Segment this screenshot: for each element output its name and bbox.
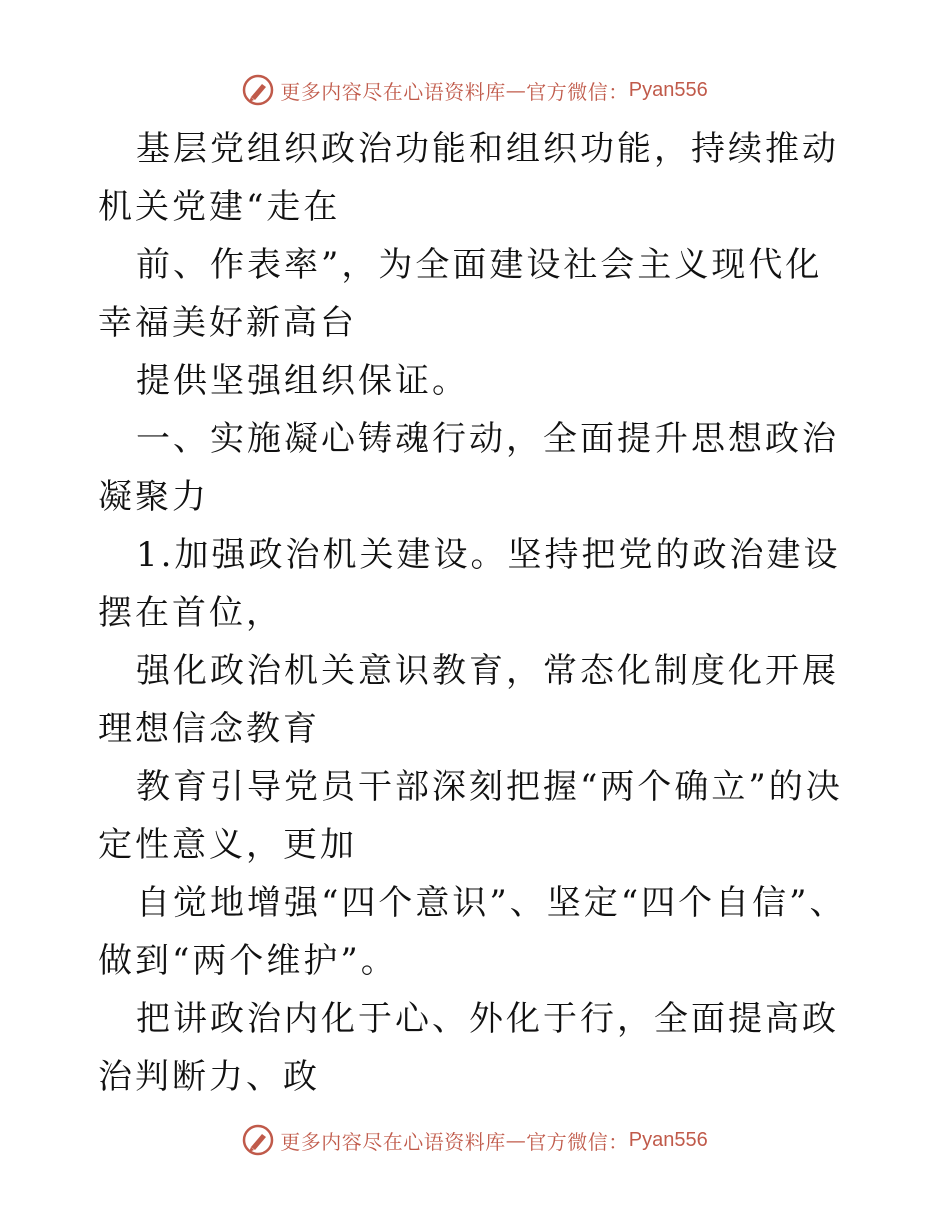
watermark-contact-id: Pyan556: [628, 78, 708, 101]
paragraph-6-line-2: 信念教育: [172, 709, 320, 749]
paragraph-4: [98, 410, 858, 526]
document-body: [98, 120, 858, 1106]
paragraph-4-line-2: 力: [172, 477, 209, 517]
paragraph-4-line-1: 一、实施凝心铸魂行动，全面提升思想政治凝聚: [98, 419, 839, 517]
paragraph-9-line-1: 把讲政治内化于心、外化于行，全面提高政治判: [98, 999, 839, 1097]
paragraph-9: [98, 990, 858, 1106]
watermark-banner-top: [0, 70, 950, 110]
watermark-contact-label: 官方微信：: [526, 1129, 629, 1154]
paragraph-1: [98, 120, 858, 236]
paragraph-6: [98, 642, 858, 758]
paragraph-5: [98, 526, 858, 642]
watermark-text: 更多内容尽在心语资料库: [280, 79, 506, 104]
paragraph-1-line-2: 党建“走在: [172, 187, 341, 227]
paragraph-7-line-2: 性意义，更加: [135, 825, 357, 865]
watermark-contact-id: Pyan556: [628, 1128, 708, 1151]
paragraph-2: [98, 236, 858, 352]
paragraph-9-line-2: 断力、政: [172, 1057, 320, 1097]
watermark-dash: —: [505, 78, 527, 102]
paragraph-8-line-1: 自觉地增强“四个意识”、坚定“四个自信”、: [136, 883, 847, 923]
paragraph-8: [98, 874, 858, 990]
paragraph-1-line-1: 基层党组织政治功能和组织功能，持续推动机关: [98, 129, 839, 227]
paragraph-5-line-1: 1.加强政治机关建设。坚持把党的政治建设摆在: [98, 535, 841, 633]
watermark-banner-bottom: [0, 1120, 950, 1160]
paragraph-7-line-1: 教育引导党员干部深刻把握“两个确立”的决定: [98, 767, 843, 865]
watermark-contact-label: 官方微信：: [526, 79, 629, 104]
paragraph-3: [98, 352, 858, 410]
paragraph-6-line-1: 强化政治机关意识教育，常态化制度化开展理想: [98, 651, 839, 749]
paragraph-2-line-2: 美好新高台: [172, 303, 357, 343]
paragraph-5-line-2: 首位，: [172, 593, 283, 633]
watermark-dash: —: [505, 1128, 527, 1152]
paragraph-7: [98, 758, 858, 874]
paragraph-3-line-1: 提供坚强组织保证。: [136, 361, 469, 401]
paragraph-2-line-1: 前、作表率”，为全面建设社会主义现代化幸福: [98, 245, 823, 343]
pen-logo-icon: [242, 74, 274, 106]
pen-logo-icon: [242, 1124, 274, 1156]
watermark-text: 更多内容尽在心语资料库: [280, 1129, 506, 1154]
paragraph-8-line-2: 做到“两个维护”。: [98, 941, 398, 981]
